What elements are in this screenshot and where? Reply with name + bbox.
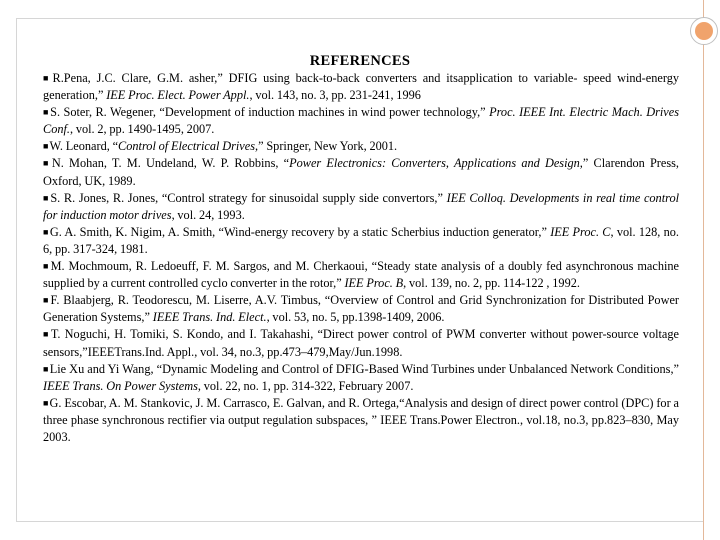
reference-item: ■F. Blaabjerg, R. Teodorescu, M. Liserre, A.V. Timbus, “Overview of Control and Grid Synchronization for Distributed Power Generation Systems,” IEEE Trans. Ind. Elect., vol. 53, no. 5, pp.1398-1409, 2006.: [43, 293, 679, 325]
bullet-icon: ■: [43, 158, 51, 169]
bullet-icon: ■: [43, 329, 50, 340]
reference-item: ■G. Escobar, A. M. Stankovic, J. M. Carrasco, E. Galvan, and R. Ortega,“Analysis and design of direct power control (DPC) for a three phase synchronous rectifier via output regulation subspaces, ” IEEE Trans.Power Electron., vol.18, no.3, pp.823–830, May 2003.: [43, 395, 680, 444]
bullet-icon: ■: [43, 397, 49, 408]
reference-item: ■Lie Xu and Yi Wang, “Dynamic Modeling and Control of DFIG-Based Wind Turbines under Unbalanced Network Conditions,” IEEE Trans. On Power Systems, vol. 22, no. 1, pp. 314-322, February 2007.: [43, 361, 680, 393]
page-title: REFERENCES: [309, 53, 411, 69]
bullet-icon: ■: [43, 363, 49, 374]
reference-item: ■S. Soter, R. Wegener, “Development of induction machines in wind power technology,” Proc. IEEE Int. Electric Mach. Drives Conf., vol. 2, pp. 1490-1495, 2007.: [43, 105, 679, 137]
bullet-icon: ■: [43, 73, 52, 83]
bullet-icon: ■: [43, 226, 49, 237]
reference-item: ■M. Mochmoum, R. Ledoeuff, F. M. Sargos, and M. Cherkaoui, “Steady state analysis of a doubly fed asynchronous machine supplied by a current controlled cyclo converter in the rotor,” IEE Proc. B, vol. 139, no. 2, pp. 114-122 , 1992.: [43, 259, 680, 291]
reference-item: ■T. Noguchi, H. Tomiki, S. Kondo, and I. Takahashi, “Direct power control of PWM converter without power-source voltage sensors,”IEEETrans.Ind. Appl., vol. 34, no.3, pp.473–479,May/Jun.1998.: [43, 327, 679, 359]
decorative-circle-icon: [695, 22, 713, 40]
bullet-icon: ■: [43, 141, 49, 152]
reference-item: ■G. A. Smith, K. Nigim, A. Smith, “Wind-energy recovery by a static Scherbius induction generator,” IEE Proc. C, vol. 128, no. 6, pp. 317-324, 1981.: [43, 224, 679, 256]
reference-item: ■N. Mohan, T. M. Undeland, W. P. Robbins, “Power Electronics: Converters, Applications and Design,” Clarendon Press, Oxford, UK, 1989.: [43, 156, 680, 188]
bullet-icon: ■: [43, 261, 50, 272]
reference-item: ■S. R. Jones, R. Jones, “Control strategy for sinusoidal supply side convertors,” IEE Colloq. Developments in real time control for induction motor drives, vol. 24, 1993.: [43, 190, 680, 222]
reference-list: [43, 70, 679, 446]
accent-line: [703, 0, 704, 540]
reference-item: ■W. Leonard, “Control of Electrical Drives,” Springer, New York, 2001.: [43, 139, 398, 154]
bullet-icon: ■: [43, 295, 50, 306]
bullet-icon: ■: [43, 192, 50, 203]
reference-item: ■R.Pena, J.C. Clare, G.M. asher,” DFIG using back-to-back converters and itsapplication to variable- speed wind-energy generation,” IEE Proc. Elect. Power Appl., vol. 143, no. 3, pp. 231-241, 1996: [43, 71, 679, 103]
bullet-icon: ■: [43, 107, 50, 118]
